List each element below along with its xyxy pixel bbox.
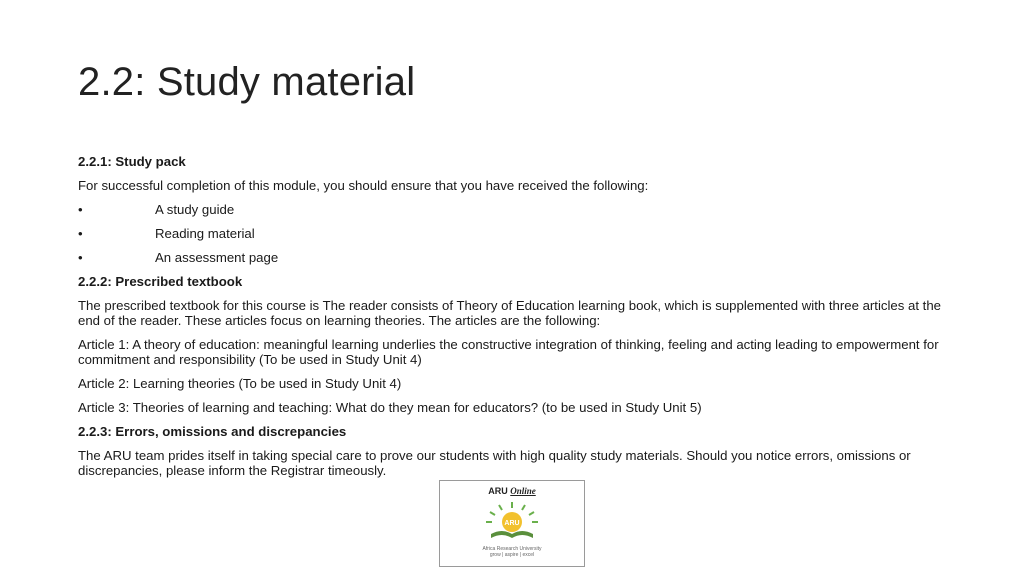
emblem-text: ARU bbox=[504, 520, 520, 527]
logo-brand: ARU Online bbox=[488, 486, 536, 496]
logo-university-name: Africa Research University bbox=[482, 546, 542, 552]
main-content bbox=[78, 154, 948, 487]
article-3: Article 3: Theories of learning and teaching: What do they mean for educators? (to be used in Study Unit 5) bbox=[78, 400, 702, 415]
logo-tagline: grow | aspire | excel bbox=[489, 552, 535, 558]
page-title: 2.2: Study material bbox=[78, 60, 416, 104]
section-heading-errors: 2.2.3: Errors, omissions and discrepancies bbox=[78, 424, 347, 439]
bullet-icon: • bbox=[78, 226, 83, 241]
sun-book-emblem-icon bbox=[477, 498, 547, 546]
bullet-icon: • bbox=[78, 250, 83, 265]
section-heading-study-pack: 2.2.1: Study pack bbox=[78, 154, 186, 169]
section-heading-prescribed-textbook: 2.2.2: Prescribed textbook bbox=[78, 274, 243, 289]
bullet-icon: • bbox=[78, 202, 83, 217]
errors-paragraph: The ARU team prides itself in taking special care to prove our students with high quality study materials. Should you notice errors, omissions or discrepancies, please inform the Registrar timeously. bbox=[78, 448, 911, 478]
textbook-description: The prescribed textbook for this course is The reader consists of Theory of Education learning book, which is supplemented with three articles at the end of the reader. These articles focus on learning theories. The articles are the following: bbox=[78, 298, 942, 328]
list-item-label: An assessment page bbox=[155, 250, 279, 265]
article-1: Article 1: A theory of education: meaningful learning underlies the constructive integration of thinking, feeling and acting leading to empowerment for commitment and responsibility (To be used in Study Unit 4) bbox=[78, 337, 939, 367]
list-item bbox=[78, 202, 948, 217]
list-item-label: A study guide bbox=[155, 202, 235, 217]
list-item bbox=[78, 250, 948, 265]
article-2: Article 2: Learning theories (To be used in Study Unit 4) bbox=[78, 376, 402, 391]
aru-online-logo bbox=[439, 480, 585, 567]
list-item-label: Reading material bbox=[155, 226, 255, 241]
study-pack-intro: For successful completion of this module, you should ensure that you have received the following: bbox=[78, 178, 649, 193]
list-item bbox=[78, 226, 948, 241]
